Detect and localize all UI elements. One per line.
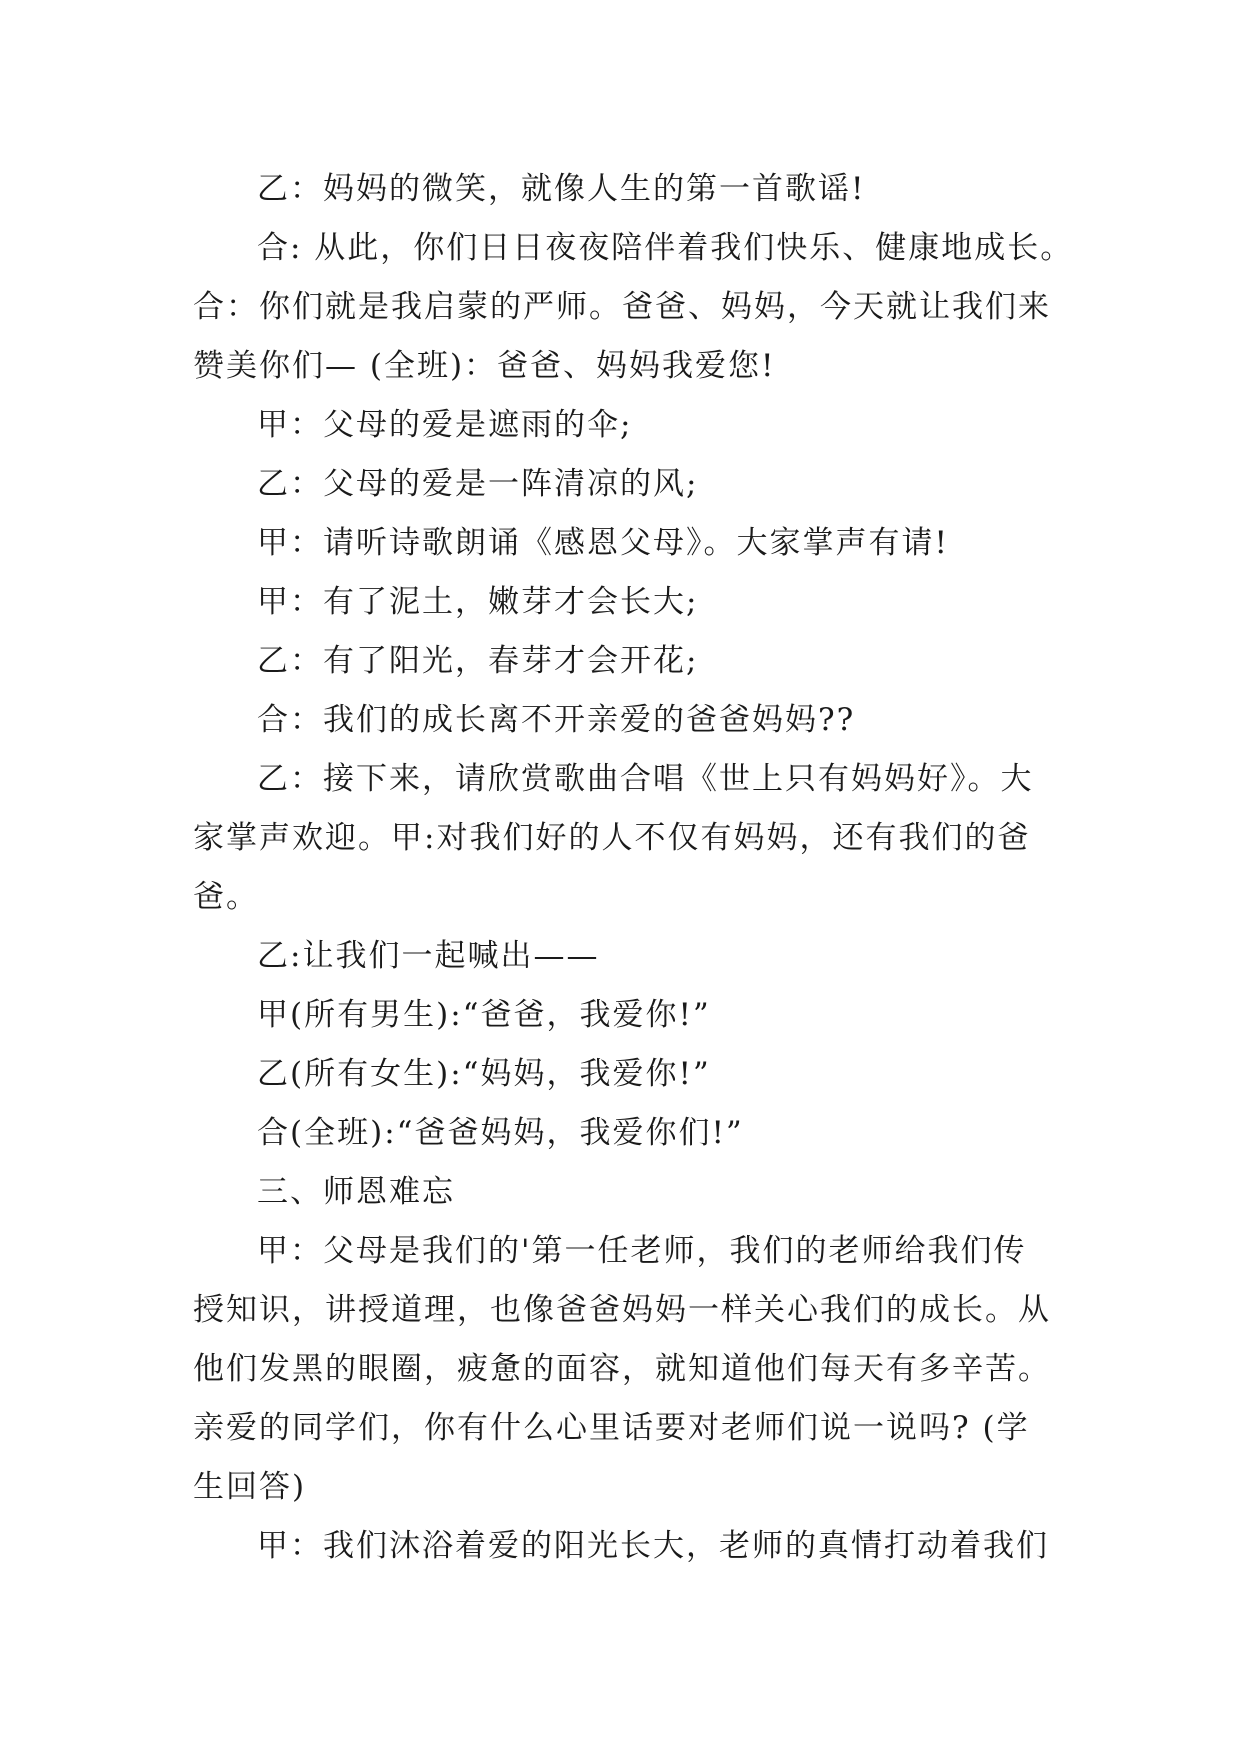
text-line: 赞美你们— (全班)：爸爸、妈妈我爱您!	[193, 348, 776, 384]
text-line: 他们发黑的眼圈，疲惫的面容，就知道他们每天有多辛苦。	[193, 1351, 1051, 1387]
text-line: 乙：有了阳光，春芽才会开花;	[257, 643, 699, 679]
text-line: 甲：父母是我们的'第一任老师，我们的老师给我们传	[257, 1233, 1027, 1269]
document-body	[193, 160, 1074, 1576]
text-line: 家掌声欢迎。甲:对我们好的人不仅有妈妈，还有我们的爸	[193, 820, 1031, 856]
text-line: 乙：父母的爱是一阵清凉的风;	[257, 466, 699, 502]
section-heading: 三、师恩难忘	[257, 1174, 455, 1210]
text-line: 亲爱的同学们，你有什么心里话要对老师们说一说吗? (学	[193, 1410, 1030, 1446]
text-line: 爸。	[193, 879, 259, 915]
text-line: 授知识，讲授道理，也像爸爸妈妈一样关心我们的成长。从	[193, 1292, 1051, 1328]
text-line: 乙：接下来，请欣赏歌曲合唱《世上只有妈妈好》。大	[257, 761, 1034, 797]
text-line: 合：我们的成长离不开亲爱的爸爸妈妈??	[257, 702, 856, 738]
text-line: 生回答)	[193, 1469, 307, 1505]
text-line: 甲：我们沐浴着爱的阳光长大，老师的真情打动着我们	[257, 1528, 1049, 1564]
text-line: 甲：请听诗歌朗诵《感恩父母》。大家掌声有请!	[257, 525, 949, 561]
text-line: 合(全班):“爸爸妈妈，我爱你们!”	[257, 1115, 744, 1151]
text-line: 乙:让我们一起喊出——	[257, 938, 600, 974]
text-line: 甲(所有男生):“爸爸，我爱你!”	[257, 997, 711, 1033]
text-line: 甲：有了泥土，嫩芽才会长大;	[257, 584, 699, 620]
text-line: 合: 从此，你们日日夜夜陪伴着我们快乐、健康地成长。	[257, 230, 1074, 266]
text-line: 乙(所有女生):“妈妈，我爱你!”	[257, 1056, 711, 1092]
text-line: 甲：父母的爱是遮雨的伞;	[257, 407, 633, 443]
text-line: 合：你们就是我启蒙的严师。爸爸、妈妈，今天就让我们来	[193, 289, 1051, 325]
text-line: 乙：妈妈的微笑，就像人生的第一首歌谣!	[257, 171, 866, 207]
